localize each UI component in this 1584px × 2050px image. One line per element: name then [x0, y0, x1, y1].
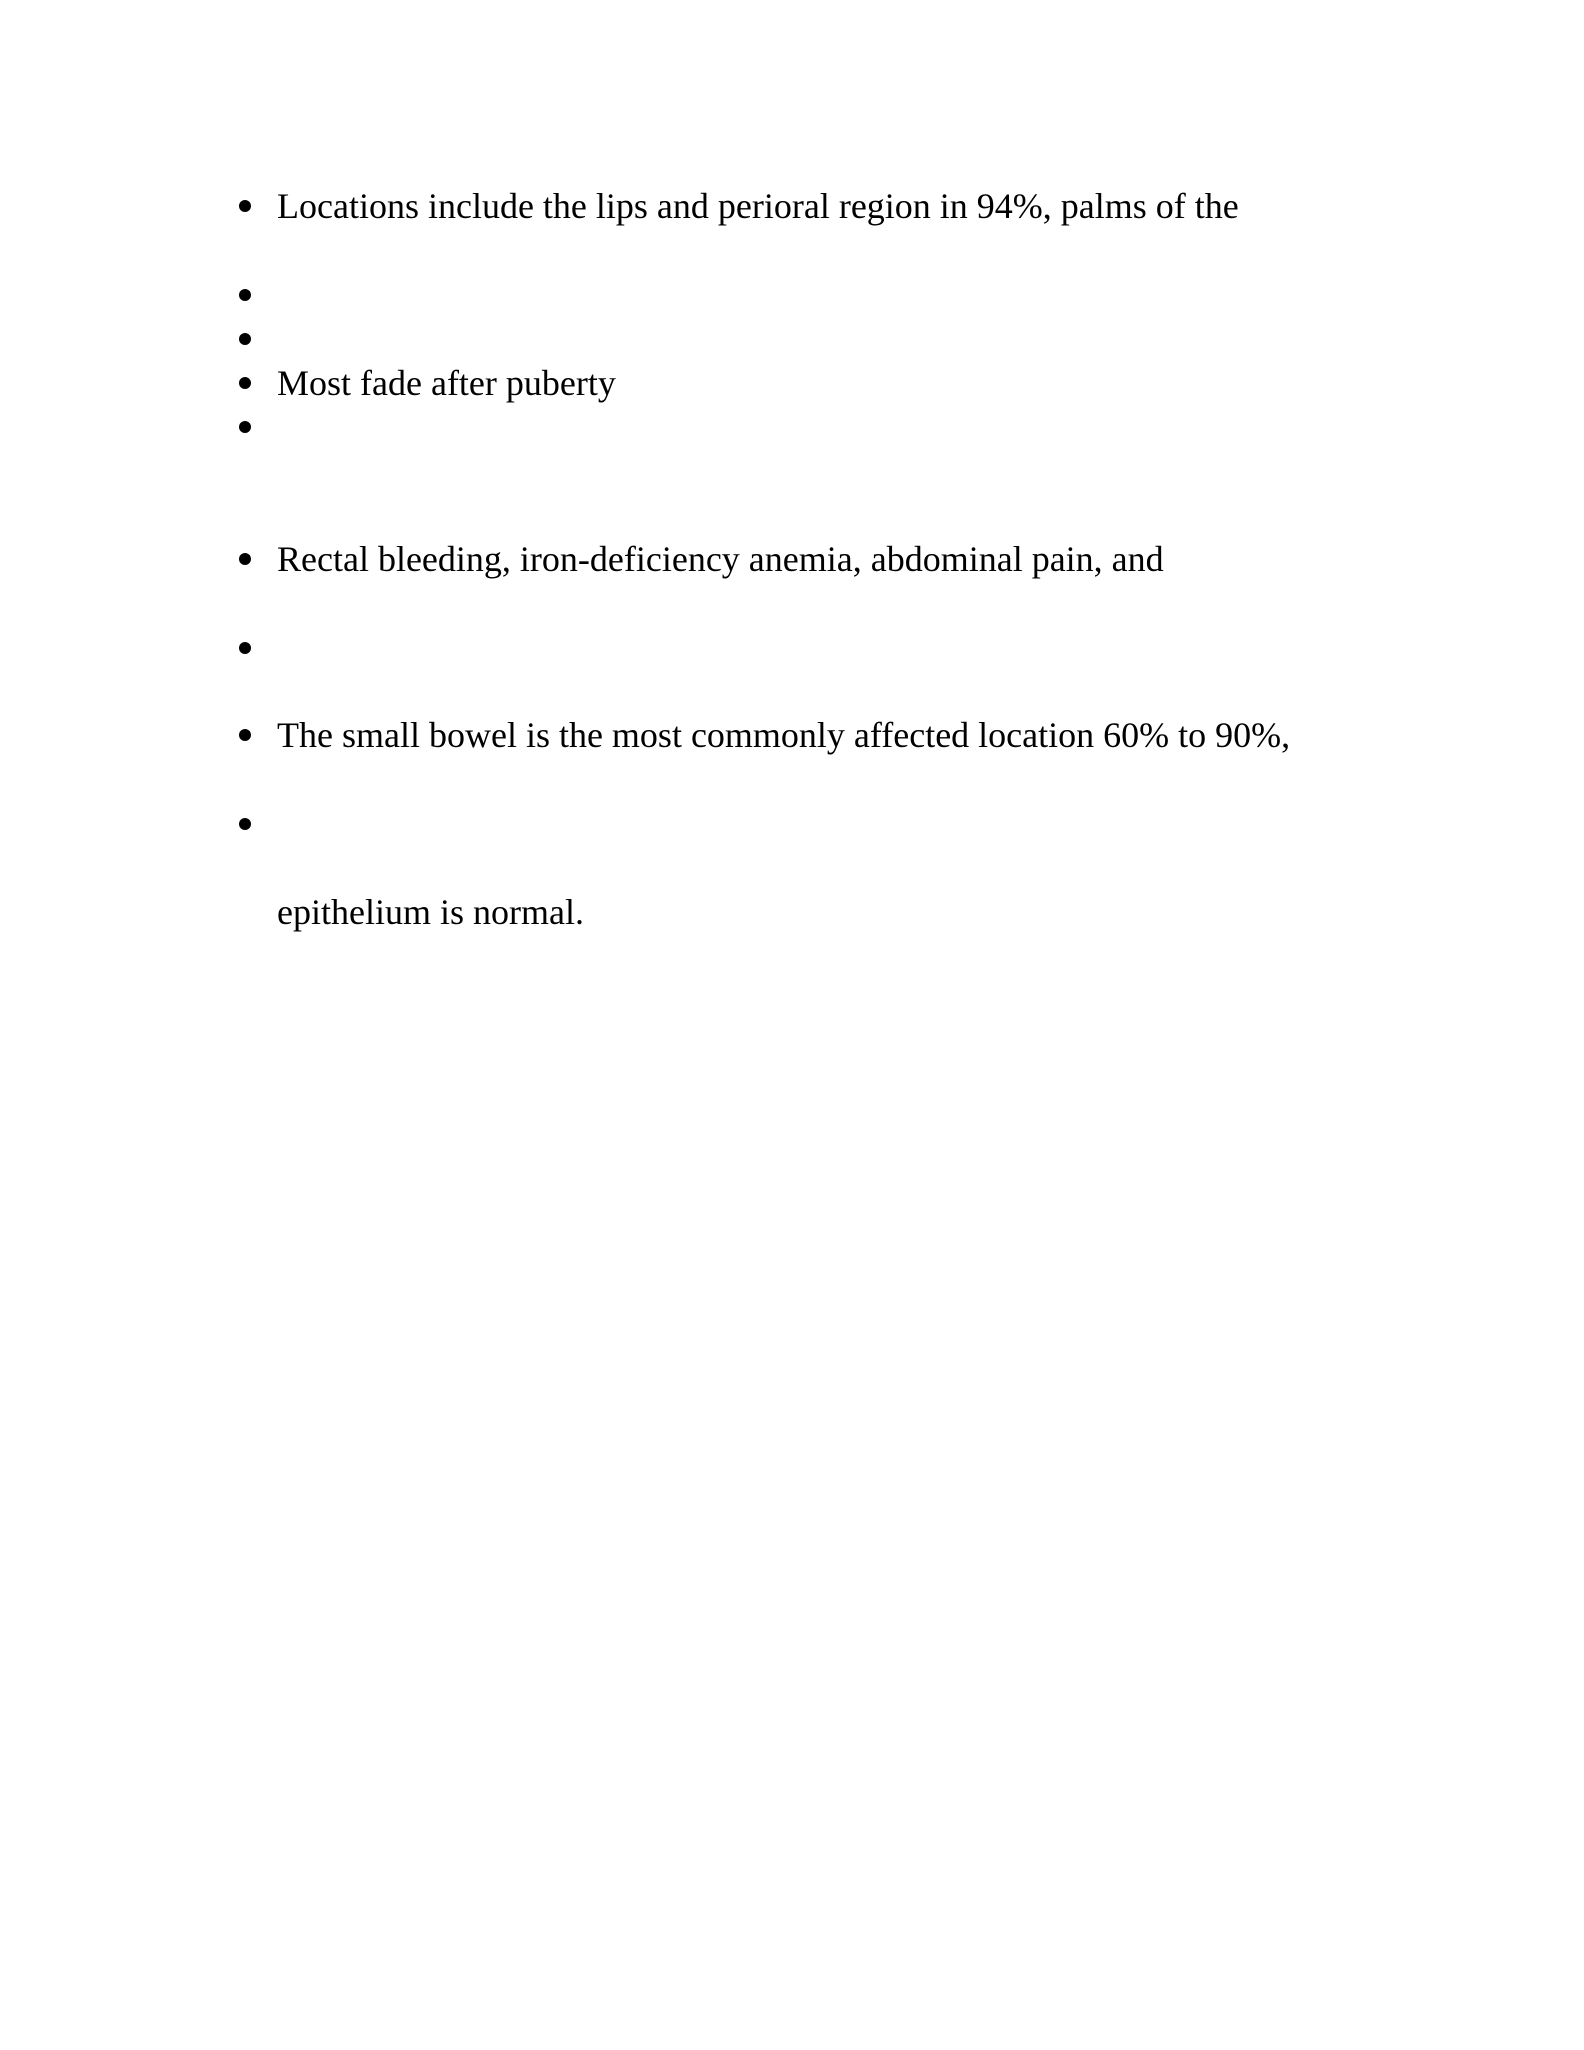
list-item-text: Locations include the lips and perioral region in 94%, palms of the	[277, 186, 1239, 226]
bullet-icon	[239, 289, 251, 301]
body-text: epithelium is normal.	[277, 892, 584, 932]
list-item-text: Most fade after puberty	[277, 363, 616, 403]
bullet-icon	[239, 200, 251, 212]
bullet-icon	[239, 553, 251, 565]
bullet-icon	[239, 818, 251, 830]
list-item-text: Rectal bleeding, iron-deficiency anemia, abdominal pain, and	[277, 539, 1164, 579]
bullet-icon	[239, 377, 251, 389]
list-item-text: The small bowel is the most commonly affected location 60% to 90%,	[277, 715, 1291, 755]
bullet-icon	[239, 642, 251, 654]
bullet-icon	[239, 333, 251, 345]
bullet-icon	[239, 421, 251, 433]
bullet-icon	[239, 729, 251, 741]
